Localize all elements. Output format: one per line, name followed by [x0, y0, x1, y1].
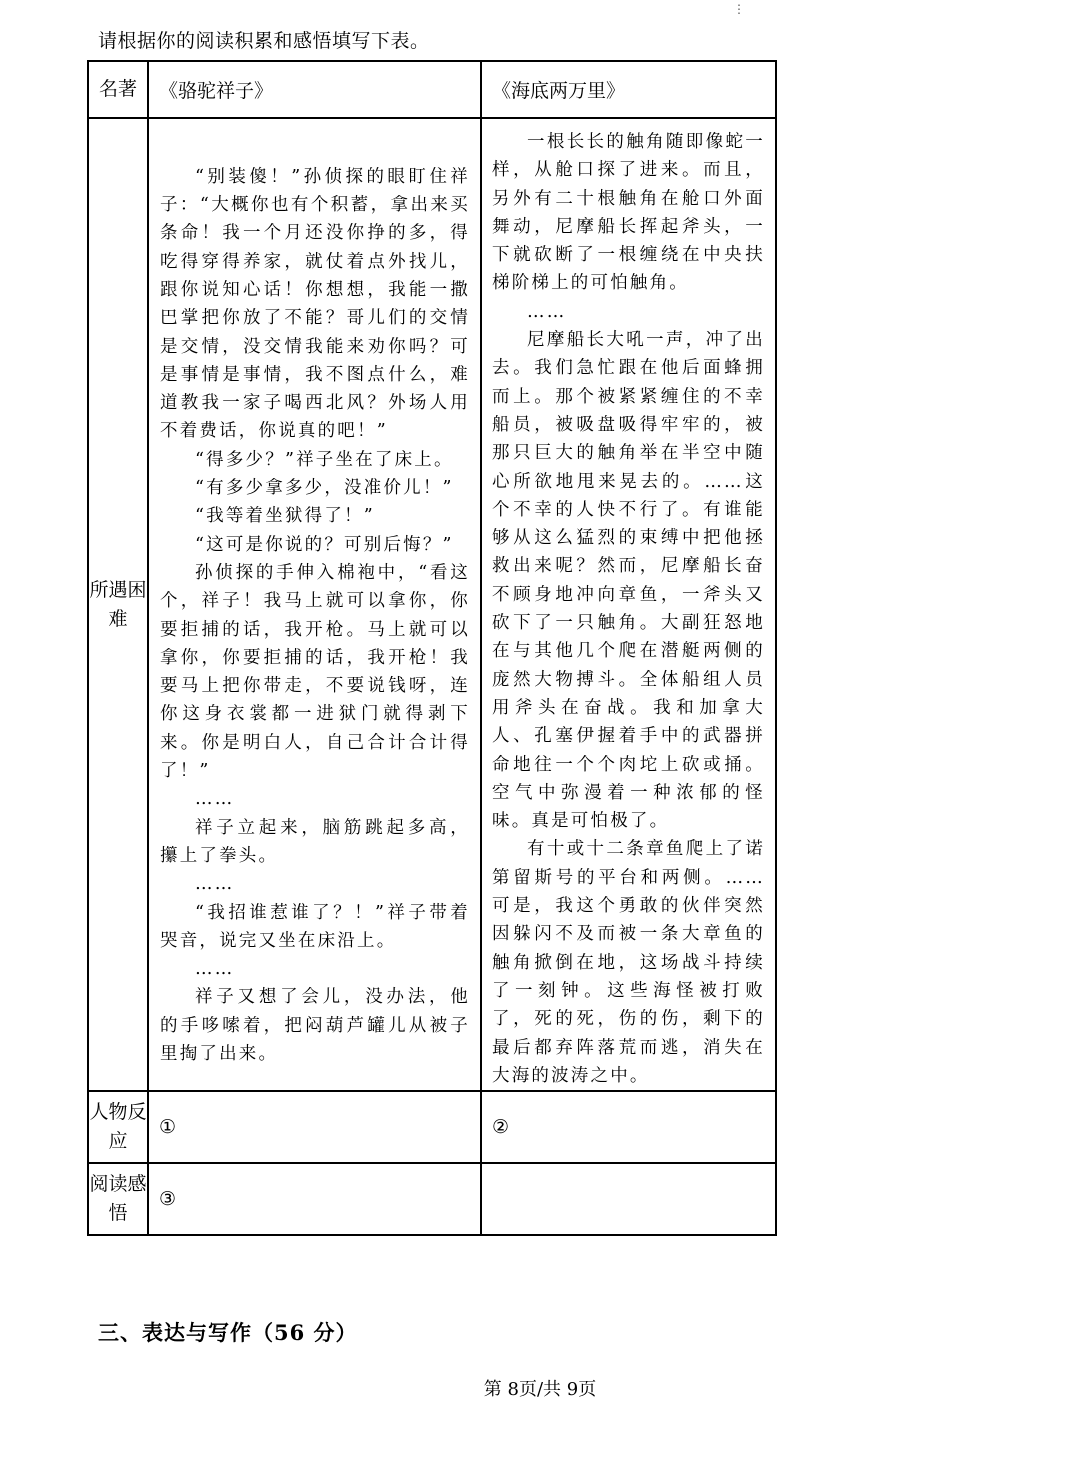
- passage-paragraph: 祥子又想了会儿，没办法，他的手哆嗦着，把闷葫芦罐儿从被子里掏了出来。: [160, 987, 470, 1064]
- passage-paragraph: ……: [195, 874, 235, 895]
- passage-paragraph: “别装傻！”孙侦探的眼盯住祥子：“大概你也有个积蓄，拿出来买条命！我一个月还没你挣的多，得吃得穿得养家，就仗着点外找儿，跟你说知心话！你想想，我能一撒巴掌把你放了不能？哥儿们的交情是交情，没交情我能来劝你吗？可是事情是事情，我不图点什么，难道教我一家子喝西北风？外场人用不着费话，你说真的吧！”: [160, 166, 470, 442]
- book-title-a: 《骆驼祥子》: [148, 61, 481, 118]
- passage-paragraph: 尼摩船长大吼一声，冲了出去。我们急忙跟在他后面蜂拥而上。那个被紧紧缠住的不幸船员，被吸盘吸得牢牢的，被那只巨大的触角举在半空中随心所欲地甩来晃去的。……这个不幸的人快不行了。有谁能够从这么猛烈的束缚中把他拯救出来呢？然而，尼摩船长奋不顾身地冲向章鱼，一斧头又砍下了一只触角。大副狂怒地在与其他几个爬在潜艇两侧的庞然大物搏斗。全体船组人员用斧头在奋战。我和加拿大人、孔塞伊握着手中的武器拼命地往一个个肉坨上砍或捅。空气中弥漫着一种浓郁的怪味。真是可怕极了。: [492, 330, 765, 832]
- corner-mark: ⋮: [733, 2, 745, 16]
- passage-a-cell: [148, 118, 481, 1091]
- table-row-header: [88, 61, 776, 118]
- page-number: 第 8页/共 9页: [483, 1379, 597, 1400]
- passage-paragraph: “得多少？”祥子坐在了床上。: [195, 449, 454, 470]
- table-row-insight: [88, 1163, 776, 1235]
- passage-a: [149, 141, 480, 1069]
- passage-b: [482, 119, 775, 1090]
- instruction-text: 请根据你的阅读积累和感悟填写下表。: [98, 30, 430, 52]
- insight-answer-a[interactable]: ③: [148, 1163, 481, 1235]
- reaction-answer-a[interactable]: ①: [148, 1091, 481, 1163]
- passage-paragraph: 一根长长的触角随即像蛇一样，从舱口探了进来。而且，另外有二十根触角在舱口外面舞动，尼摩船长挥起斧头，一下就砍断了一根缠绕在中央扶梯阶梯上的可怕触角。: [492, 132, 765, 294]
- passage-b-cell: [481, 118, 776, 1091]
- passage-paragraph: 孙侦探的手伸入棉袍中，“看这个，祥子！我马上就可以拿你，你要拒捕的话，我开枪。马上就可以拿你，你要拒捕的话，我开枪！我要马上把你带走，不要说钱呀，连你这身衣裳都一进狱门就得剥下来。你是明白人，自己合计合计得了！”: [160, 562, 470, 782]
- passage-paragraph: “我招谁惹谁了？！”祥子带着哭音，说完又坐在床沿上。: [160, 902, 470, 951]
- passage-paragraph: ……: [195, 959, 235, 980]
- passage-paragraph: “有多少拿多少，没准价儿！”: [195, 478, 454, 499]
- passage-paragraph: 祥子立起来，脑筋跳起多高，攥上了拳头。: [160, 817, 470, 866]
- book-title-b: 《海底两万里》: [481, 61, 776, 118]
- reading-table: [87, 60, 777, 1236]
- reaction-answer-b[interactable]: ②: [481, 1091, 776, 1163]
- header-label: 名著: [88, 61, 148, 118]
- passage-paragraph: ……: [195, 789, 235, 810]
- table-row-difficulty: [88, 118, 776, 1091]
- section-title: 三、表达与写作（56 分）: [98, 1320, 358, 1345]
- difficulty-label: 所遇困难: [88, 118, 148, 1091]
- table-row-reaction: [88, 1091, 776, 1163]
- passage-paragraph: ……: [527, 301, 567, 322]
- passage-paragraph: 有十或十二条章鱼爬上了诺第留斯号的平台和两侧。……可是，我这个勇敢的伙伴突然因躲闪不及而被一条大章鱼的触角掀倒在地，这场战斗持续了一刻钟。这些海怪被打败了，死的死，伤的伤，剩下的最后都弃阵落荒而逃，消失在大海的波涛之中。: [492, 839, 765, 1086]
- passage-paragraph: “这可是你说的？可别后悔？”: [195, 534, 454, 555]
- insight-answer-b[interactable]: [481, 1163, 776, 1235]
- passage-paragraph: “我等着坐狱得了！”: [195, 506, 375, 527]
- insight-label: 阅读感悟: [88, 1163, 148, 1235]
- reaction-label: 人物反应: [88, 1091, 148, 1163]
